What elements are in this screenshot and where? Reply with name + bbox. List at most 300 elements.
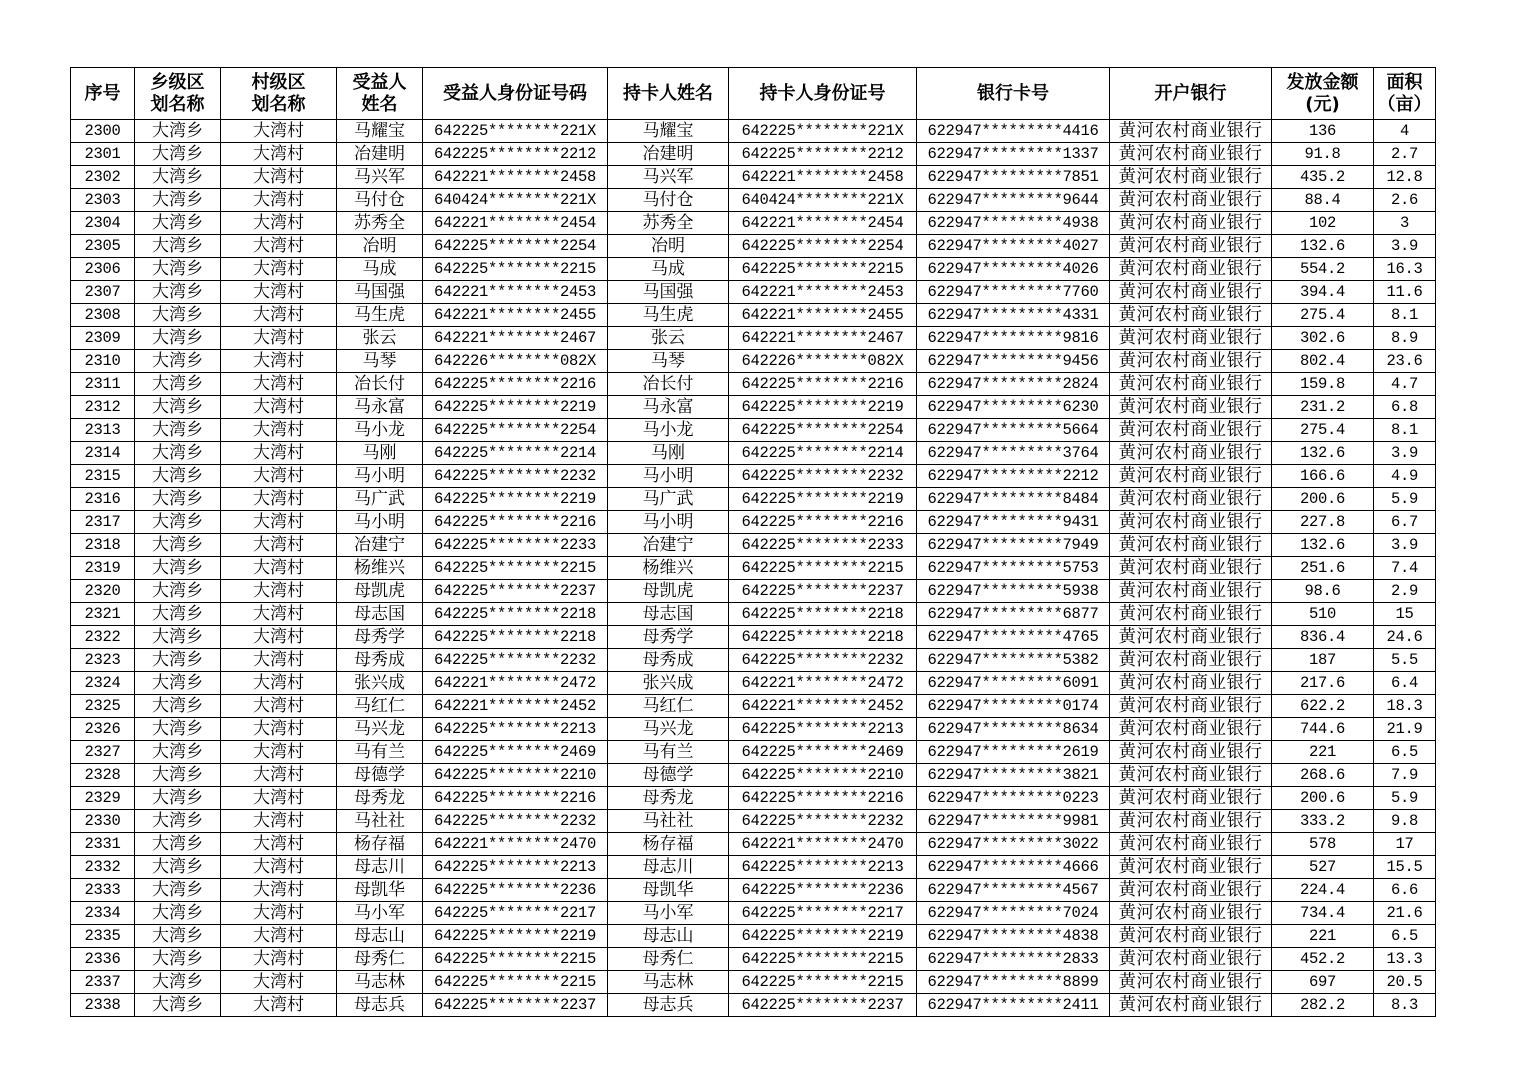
- cell-bank: 黄河农村商业银行: [1110, 741, 1272, 764]
- cell-amount: 251.6: [1272, 557, 1374, 580]
- cell-beneficiary-id: 642225********2215: [423, 557, 608, 580]
- cell-amount: 166.6: [1272, 465, 1374, 488]
- cell-seq: 2332: [71, 856, 135, 879]
- cell-cardholder-name: 母志国: [608, 603, 729, 626]
- cell-amount: 132.6: [1272, 534, 1374, 557]
- cell-cardholder-name: 张云: [608, 327, 729, 350]
- cell-cardholder-name: 马生虎: [608, 304, 729, 327]
- cell-beneficiary-id: 642225********2216: [423, 787, 608, 810]
- cell-amount: 132.6: [1272, 442, 1374, 465]
- cell-amount: 435.2: [1272, 166, 1374, 189]
- cell-bank-card: 622947*********7851: [917, 166, 1110, 189]
- cell-amount: 282.2: [1272, 994, 1374, 1017]
- cell-seq: 2324: [71, 672, 135, 695]
- table-row: [71, 465, 1436, 488]
- cell-amount: 159.8: [1272, 373, 1374, 396]
- cell-cardholder-id: 642225********2254: [729, 419, 917, 442]
- cell-amount: 452.2: [1272, 948, 1374, 971]
- cell-cardholder-id: 640424********221X: [729, 189, 917, 212]
- cell-seq: 2306: [71, 258, 135, 281]
- cell-cardholder-name: 母志山: [608, 925, 729, 948]
- header-township-line: 乡级区: [150, 71, 205, 93]
- cell-area: 5.9: [1374, 488, 1436, 511]
- cell-beneficiary-name: 马永富: [337, 396, 423, 419]
- cell-seq: 2316: [71, 488, 135, 511]
- cell-seq: 2321: [71, 603, 135, 626]
- cell-seq: 2308: [71, 304, 135, 327]
- cell-township: 大湾乡: [135, 258, 221, 281]
- cell-village: 大湾村: [221, 258, 337, 281]
- cell-cardholder-id: 642225********2216: [729, 787, 917, 810]
- cell-village: 大湾村: [221, 925, 337, 948]
- cell-seq: 2314: [71, 442, 135, 465]
- header-beneficiary-id: [423, 68, 608, 120]
- cell-village: 大湾村: [221, 557, 337, 580]
- cell-beneficiary-name: 张云: [337, 327, 423, 350]
- cell-seq: 2327: [71, 741, 135, 764]
- subsidy-table-container: [70, 67, 1435, 1017]
- cell-seq: 2328: [71, 764, 135, 787]
- header-township: [135, 68, 221, 120]
- header-beneficiary-name: [337, 68, 423, 120]
- cell-cardholder-name: 张兴成: [608, 672, 729, 695]
- cell-township: 大湾乡: [135, 580, 221, 603]
- cell-beneficiary-name: 马耀宝: [337, 120, 423, 143]
- cell-area: 2.7: [1374, 143, 1436, 166]
- table-row: [71, 787, 1436, 810]
- cell-seq: 2335: [71, 925, 135, 948]
- cell-township: 大湾乡: [135, 925, 221, 948]
- cell-village: 大湾村: [221, 994, 337, 1017]
- cell-village: 大湾村: [221, 948, 337, 971]
- cell-cardholder-name: 马志林: [608, 971, 729, 994]
- table-row: [71, 189, 1436, 212]
- cell-amount: 734.4: [1272, 902, 1374, 925]
- cell-cardholder-id: 642225********2216: [729, 373, 917, 396]
- cell-bank-card: 622947*********4026: [917, 258, 1110, 281]
- cell-bank: 黄河农村商业银行: [1110, 764, 1272, 787]
- cell-cardholder-id: 642225********2232: [729, 649, 917, 672]
- cell-bank-card: 622947*********5938: [917, 580, 1110, 603]
- cell-bank-card: 622947*********1337: [917, 143, 1110, 166]
- cell-bank: 黄河农村商业银行: [1110, 442, 1272, 465]
- cell-cardholder-name: 马兴军: [608, 166, 729, 189]
- cell-seq: 2305: [71, 235, 135, 258]
- cell-township: 大湾乡: [135, 557, 221, 580]
- cell-beneficiary-name: 母志兵: [337, 994, 423, 1017]
- cell-cardholder-id: 642225********2232: [729, 465, 917, 488]
- header-bank-card: [917, 68, 1110, 120]
- cell-beneficiary-name: 马小龙: [337, 419, 423, 442]
- cell-seq: 2322: [71, 626, 135, 649]
- cell-village: 大湾村: [221, 580, 337, 603]
- cell-seq: 2312: [71, 396, 135, 419]
- cell-beneficiary-id: 642221********2454: [423, 212, 608, 235]
- cell-village: 大湾村: [221, 143, 337, 166]
- cell-beneficiary-name: 马刚: [337, 442, 423, 465]
- cell-township: 大湾乡: [135, 304, 221, 327]
- cell-seq: 2323: [71, 649, 135, 672]
- cell-seq: 2318: [71, 534, 135, 557]
- header-village-line: 划名称: [251, 93, 306, 115]
- cell-seq: 2333: [71, 879, 135, 902]
- cell-beneficiary-name: 冶明: [337, 235, 423, 258]
- cell-bank: 黄河农村商业银行: [1110, 373, 1272, 396]
- cell-township: 大湾乡: [135, 166, 221, 189]
- cell-cardholder-name: 母凯华: [608, 879, 729, 902]
- cell-area: 4.7: [1374, 373, 1436, 396]
- cell-beneficiary-id: 642226********082X: [423, 350, 608, 373]
- cell-beneficiary-id: 642225********2218: [423, 603, 608, 626]
- cell-beneficiary-id: 642225********2237: [423, 994, 608, 1017]
- cell-beneficiary-name: 马琴: [337, 350, 423, 373]
- cell-beneficiary-id: 642225********2236: [423, 879, 608, 902]
- cell-area: 11.6: [1374, 281, 1436, 304]
- cell-village: 大湾村: [221, 764, 337, 787]
- cell-cardholder-name: 母秀学: [608, 626, 729, 649]
- cell-village: 大湾村: [221, 833, 337, 856]
- header-amount-line: (元): [1305, 93, 1340, 115]
- table-row: [71, 603, 1436, 626]
- cell-cardholder-id: 642225********2219: [729, 488, 917, 511]
- cell-cardholder-id: 642221********2458: [729, 166, 917, 189]
- cell-bank: 黄河农村商业银行: [1110, 258, 1272, 281]
- header-cardholder-id: [729, 68, 917, 120]
- cell-cardholder-id: 642225********221X: [729, 120, 917, 143]
- table-row: [71, 327, 1436, 350]
- cell-area: 3.9: [1374, 442, 1436, 465]
- table-row: [71, 672, 1436, 695]
- cell-bank: 黄河农村商业银行: [1110, 396, 1272, 419]
- cell-township: 大湾乡: [135, 212, 221, 235]
- cell-bank: 黄河农村商业银行: [1110, 465, 1272, 488]
- cell-cardholder-id: 642225********2254: [729, 235, 917, 258]
- cell-beneficiary-id: 642225********2213: [423, 718, 608, 741]
- cell-village: 大湾村: [221, 373, 337, 396]
- cell-bank: 黄河农村商业银行: [1110, 235, 1272, 258]
- cell-cardholder-name: 母秀龙: [608, 787, 729, 810]
- cell-village: 大湾村: [221, 327, 337, 350]
- cell-village: 大湾村: [221, 235, 337, 258]
- table-row: [71, 557, 1436, 580]
- cell-seq: 2304: [71, 212, 135, 235]
- cell-cardholder-id: 642221********2472: [729, 672, 917, 695]
- cell-seq: 2331: [71, 833, 135, 856]
- cell-area: 20.5: [1374, 971, 1436, 994]
- table-row: [71, 373, 1436, 396]
- table-row: [71, 488, 1436, 511]
- cell-village: 大湾村: [221, 787, 337, 810]
- cell-amount: 510: [1272, 603, 1374, 626]
- cell-village: 大湾村: [221, 488, 337, 511]
- cell-township: 大湾乡: [135, 994, 221, 1017]
- header-cardholder-name: [608, 68, 729, 120]
- cell-area: 7.9: [1374, 764, 1436, 787]
- cell-bank-card: 622947*********4331: [917, 304, 1110, 327]
- cell-seq: 2309: [71, 327, 135, 350]
- cell-beneficiary-id: 642225********2216: [423, 373, 608, 396]
- cell-township: 大湾乡: [135, 419, 221, 442]
- cell-cardholder-id: 642221********2455: [729, 304, 917, 327]
- header-beneficiary-name-line: 受益人: [352, 71, 407, 93]
- cell-township: 大湾乡: [135, 810, 221, 833]
- cell-village: 大湾村: [221, 879, 337, 902]
- cell-amount: 227.8: [1272, 511, 1374, 534]
- cell-beneficiary-name: 母德学: [337, 764, 423, 787]
- cell-cardholder-id: 642225********2215: [729, 971, 917, 994]
- cell-area: 6.5: [1374, 741, 1436, 764]
- cell-village: 大湾村: [221, 189, 337, 212]
- cell-village: 大湾村: [221, 281, 337, 304]
- table-row: [71, 419, 1436, 442]
- cell-amount: 554.2: [1272, 258, 1374, 281]
- cell-township: 大湾乡: [135, 327, 221, 350]
- table-row: [71, 626, 1436, 649]
- cell-bank-card: 622947*********4567: [917, 879, 1110, 902]
- cell-seq: 2326: [71, 718, 135, 741]
- cell-seq: 2303: [71, 189, 135, 212]
- cell-area: 8.1: [1374, 419, 1436, 442]
- cell-cardholder-id: 642221********2453: [729, 281, 917, 304]
- cell-beneficiary-name: 母志山: [337, 925, 423, 948]
- cell-cardholder-id: 642225********2219: [729, 925, 917, 948]
- cell-beneficiary-id: 642225********2232: [423, 810, 608, 833]
- table-row: [71, 396, 1436, 419]
- cell-beneficiary-name: 母秀成: [337, 649, 423, 672]
- cell-township: 大湾乡: [135, 396, 221, 419]
- cell-cardholder-id: 642221********2467: [729, 327, 917, 350]
- cell-beneficiary-name: 母秀仁: [337, 948, 423, 971]
- cell-bank: 黄河农村商业银行: [1110, 189, 1272, 212]
- cell-bank-card: 622947*********2411: [917, 994, 1110, 1017]
- table-row: [71, 350, 1436, 373]
- header-area-line: （亩）: [1377, 93, 1432, 115]
- cell-amount: 98.6: [1272, 580, 1374, 603]
- cell-amount: 221: [1272, 925, 1374, 948]
- cell-cardholder-name: 马小明: [608, 465, 729, 488]
- cell-bank: 黄河农村商业银行: [1110, 580, 1272, 603]
- cell-area: 17: [1374, 833, 1436, 856]
- cell-seq: 2302: [71, 166, 135, 189]
- cell-cardholder-id: 642225********2216: [729, 511, 917, 534]
- cell-area: 8.3: [1374, 994, 1436, 1017]
- cell-beneficiary-name: 马国强: [337, 281, 423, 304]
- cell-bank: 黄河农村商业银行: [1110, 879, 1272, 902]
- cell-cardholder-name: 苏秀全: [608, 212, 729, 235]
- cell-bank-card: 622947*********5664: [917, 419, 1110, 442]
- cell-cardholder-name: 马社社: [608, 810, 729, 833]
- cell-seq: 2319: [71, 557, 135, 580]
- cell-township: 大湾乡: [135, 971, 221, 994]
- cell-bank: 黄河农村商业银行: [1110, 833, 1272, 856]
- cell-beneficiary-name: 母秀学: [337, 626, 423, 649]
- cell-area: 3.9: [1374, 235, 1436, 258]
- cell-bank-card: 622947*********6230: [917, 396, 1110, 419]
- cell-area: 6.4: [1374, 672, 1436, 695]
- cell-area: 8.1: [1374, 304, 1436, 327]
- cell-village: 大湾村: [221, 718, 337, 741]
- cell-village: 大湾村: [221, 902, 337, 925]
- cell-beneficiary-id: 642225********2215: [423, 948, 608, 971]
- cell-bank-card: 622947*********0174: [917, 695, 1110, 718]
- table-row: [71, 764, 1436, 787]
- cell-amount: 527: [1272, 856, 1374, 879]
- cell-amount: 200.6: [1272, 488, 1374, 511]
- cell-bank-card: 622947*********8899: [917, 971, 1110, 994]
- cell-area: 21.9: [1374, 718, 1436, 741]
- cell-township: 大湾乡: [135, 442, 221, 465]
- cell-village: 大湾村: [221, 741, 337, 764]
- cell-township: 大湾乡: [135, 741, 221, 764]
- cell-seq: 2301: [71, 143, 135, 166]
- cell-cardholder-name: 马刚: [608, 442, 729, 465]
- cell-bank-card: 622947*********9644: [917, 189, 1110, 212]
- cell-cardholder-name: 马广武: [608, 488, 729, 511]
- cell-area: 15: [1374, 603, 1436, 626]
- cell-amount: 268.6: [1272, 764, 1374, 787]
- cell-township: 大湾乡: [135, 488, 221, 511]
- cell-bank-card: 622947*********4666: [917, 856, 1110, 879]
- cell-village: 大湾村: [221, 695, 337, 718]
- cell-bank: 黄河农村商业银行: [1110, 557, 1272, 580]
- cell-area: 21.6: [1374, 902, 1436, 925]
- cell-area: 6.7: [1374, 511, 1436, 534]
- cell-cardholder-id: 642225********2213: [729, 718, 917, 741]
- cell-bank-card: 622947*********9981: [917, 810, 1110, 833]
- cell-village: 大湾村: [221, 419, 337, 442]
- cell-beneficiary-name: 母秀龙: [337, 787, 423, 810]
- cell-bank-card: 622947*********6877: [917, 603, 1110, 626]
- table-row: [71, 741, 1436, 764]
- cell-bank-card: 622947*********7760: [917, 281, 1110, 304]
- cell-amount: 187: [1272, 649, 1374, 672]
- table-row: [71, 235, 1436, 258]
- cell-beneficiary-name: 杨维兴: [337, 557, 423, 580]
- cell-area: 3: [1374, 212, 1436, 235]
- cell-beneficiary-id: 642225********2219: [423, 925, 608, 948]
- cell-bank-card: 622947*********3821: [917, 764, 1110, 787]
- cell-bank-card: 622947*********9816: [917, 327, 1110, 350]
- cell-village: 大湾村: [221, 120, 337, 143]
- cell-beneficiary-name: 母凯华: [337, 879, 423, 902]
- cell-village: 大湾村: [221, 626, 337, 649]
- cell-bank: 黄河农村商业银行: [1110, 695, 1272, 718]
- table-row: [71, 695, 1436, 718]
- cell-beneficiary-id: 642225********2237: [423, 580, 608, 603]
- cell-bank: 黄河农村商业银行: [1110, 166, 1272, 189]
- cell-beneficiary-id: 642221********2453: [423, 281, 608, 304]
- table-row: [71, 833, 1436, 856]
- cell-cardholder-name: 冶长付: [608, 373, 729, 396]
- cell-cardholder-name: 冶建明: [608, 143, 729, 166]
- cell-beneficiary-name: 苏秀全: [337, 212, 423, 235]
- header-area-line: 面积: [1386, 71, 1423, 93]
- header-beneficiary-name-line: 姓名: [361, 93, 398, 115]
- cell-bank-card: 622947*********4027: [917, 235, 1110, 258]
- cell-seq: 2325: [71, 695, 135, 718]
- cell-cardholder-id: 642225********2233: [729, 534, 917, 557]
- cell-cardholder-name: 马耀宝: [608, 120, 729, 143]
- cell-cardholder-name: 马成: [608, 258, 729, 281]
- cell-township: 大湾乡: [135, 695, 221, 718]
- cell-beneficiary-name: 冶建明: [337, 143, 423, 166]
- cell-cardholder-id: 642225********2215: [729, 948, 917, 971]
- cell-bank: 黄河农村商业银行: [1110, 971, 1272, 994]
- cell-cardholder-id: 642225********2218: [729, 603, 917, 626]
- cell-township: 大湾乡: [135, 856, 221, 879]
- cell-bank: 黄河农村商业银行: [1110, 419, 1272, 442]
- cell-beneficiary-name: 冶长付: [337, 373, 423, 396]
- cell-bank: 黄河农村商业银行: [1110, 902, 1272, 925]
- cell-bank-card: 622947*********4838: [917, 925, 1110, 948]
- cell-amount: 217.6: [1272, 672, 1374, 695]
- table-row: [71, 511, 1436, 534]
- cell-area: 4.9: [1374, 465, 1436, 488]
- cell-beneficiary-name: 张兴成: [337, 672, 423, 695]
- cell-bank: 黄河农村商业银行: [1110, 212, 1272, 235]
- cell-area: 2.6: [1374, 189, 1436, 212]
- cell-cardholder-id: 642225********2217: [729, 902, 917, 925]
- cell-area: 12.8: [1374, 166, 1436, 189]
- cell-beneficiary-id: 642225********2233: [423, 534, 608, 557]
- cell-seq: 2311: [71, 373, 135, 396]
- header-beneficiary-id-line: 受益人身份证号码: [443, 82, 587, 104]
- table-row: [71, 994, 1436, 1017]
- cell-cardholder-name: 母秀成: [608, 649, 729, 672]
- cell-beneficiary-name: 马成: [337, 258, 423, 281]
- cell-village: 大湾村: [221, 350, 337, 373]
- cell-township: 大湾乡: [135, 189, 221, 212]
- cell-township: 大湾乡: [135, 143, 221, 166]
- table-row: [71, 281, 1436, 304]
- cell-bank: 黄河农村商业银行: [1110, 143, 1272, 166]
- cell-village: 大湾村: [221, 465, 337, 488]
- cell-cardholder-id: 642225********2210: [729, 764, 917, 787]
- cell-amount: 102: [1272, 212, 1374, 235]
- cell-amount: 836.4: [1272, 626, 1374, 649]
- cell-cardholder-name: 马兴龙: [608, 718, 729, 741]
- cell-cardholder-name: 马付仓: [608, 189, 729, 212]
- cell-beneficiary-name: 马小明: [337, 511, 423, 534]
- cell-bank: 黄河农村商业银行: [1110, 718, 1272, 741]
- cell-amount: 136: [1272, 120, 1374, 143]
- cell-township: 大湾乡: [135, 787, 221, 810]
- cell-area: 6.6: [1374, 879, 1436, 902]
- cell-township: 大湾乡: [135, 603, 221, 626]
- cell-bank-card: 622947*********4416: [917, 120, 1110, 143]
- cell-beneficiary-name: 冶建宁: [337, 534, 423, 557]
- table-row: [71, 718, 1436, 741]
- cell-seq: 2300: [71, 120, 135, 143]
- cell-bank-card: 622947*********4938: [917, 212, 1110, 235]
- cell-bank: 黄河农村商业银行: [1110, 787, 1272, 810]
- cell-beneficiary-id: 642221********2455: [423, 304, 608, 327]
- table-row: [71, 971, 1436, 994]
- cell-village: 大湾村: [221, 672, 337, 695]
- cell-township: 大湾乡: [135, 511, 221, 534]
- cell-township: 大湾乡: [135, 718, 221, 741]
- cell-township: 大湾乡: [135, 626, 221, 649]
- cell-township: 大湾乡: [135, 672, 221, 695]
- cell-cardholder-name: 马小龙: [608, 419, 729, 442]
- cell-beneficiary-name: 马广武: [337, 488, 423, 511]
- cell-area: 4: [1374, 120, 1436, 143]
- cell-seq: 2336: [71, 948, 135, 971]
- cell-beneficiary-name: 杨存福: [337, 833, 423, 856]
- cell-township: 大湾乡: [135, 465, 221, 488]
- cell-village: 大湾村: [221, 442, 337, 465]
- cell-bank-card: 622947*********3022: [917, 833, 1110, 856]
